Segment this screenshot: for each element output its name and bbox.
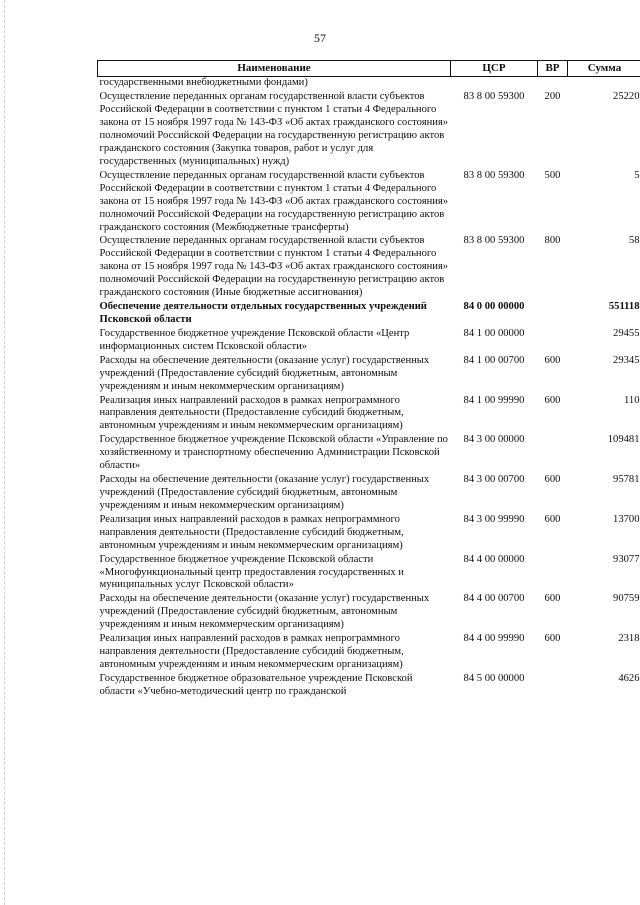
budget-table: [97, 60, 640, 700]
row-sum: 5: [634, 169, 640, 181]
table-row: [98, 328, 640, 355]
row-vr: 600: [544, 354, 561, 366]
header-csr: ЦСР: [451, 61, 538, 77]
row-csr: 84 4 00 00700: [463, 593, 525, 605]
row-sum: 95781: [613, 474, 640, 486]
row-name: Осуществление переданных органам государственной власти субъектов Российской Федерации в соответствии с пунктом 1 статьи 4 Федерального закона от 15 ноября 1997 года № 143-ФЗ «Об актах гражданского состояния» полномочий Российской Федерации на государственную регистрацию актов гражданского состояния (Межбюджетные трансферты): [99, 169, 449, 233]
table-row: [98, 593, 640, 633]
row-sum: 90759: [613, 593, 640, 605]
header-name: Наименование: [98, 61, 451, 77]
row-vr: [538, 301, 568, 328]
row-csr: 84 0 00 00000: [463, 301, 525, 313]
row-sum: 110: [624, 394, 640, 406]
row-name: Государственное бюджетное образовательное учреждение Псковской области «Учебно-методический центр по гражданской: [99, 672, 413, 697]
row-vr: 500: [544, 169, 561, 181]
row-vr: [538, 554, 568, 594]
row-sum: 551118: [608, 301, 640, 313]
row-sum: 2318: [618, 633, 640, 645]
row-csr: 84 3 00 00000: [463, 434, 525, 446]
row-name: Расходы на обеспечение деятельности (оказание услуг) государственных учреждений (Предоставление субсидий бюджетным, автономным учреждениям и иным некоммерческим организациям): [99, 474, 430, 511]
row-csr: 83 8 00 59300: [463, 235, 525, 247]
row-name: Расходы на обеспечение деятельности (оказание услуг) государственных учреждений (Предоставление субсидий бюджетным, автономным учреждениям и иным некоммерческим организациям): [99, 593, 430, 631]
table-row: [98, 633, 640, 673]
row-csr: 84 1 00 00700: [463, 354, 525, 366]
table-row: [98, 91, 640, 170]
row-sum: 13700: [613, 513, 640, 525]
row-sum: 58: [628, 235, 640, 247]
row-name: Осуществление переданных органам государственной власти субъектов Российской Федерации в соответствии с пунктом 1 статьи 4 Федерального закона от 15 ноября 1997 года № 143-ФЗ «Об актах гражданского состояния» полномочий Российской Федерации на государственную регистрацию актов гражданского состояния (Закупка товаров, работ и услуг для государственных (муниципальных) нужд): [99, 91, 449, 167]
row-name: Реализация иных направлений расходов в рамках непрограммного направления деятельности (Предоставление субсидий бюджетным, автономным учреждениям и иным некоммерческим организациям): [99, 513, 404, 551]
table-row: [98, 673, 640, 700]
row-name: Реализация иных направлений расходов в рамках непрограммного направления деятельности (Предоставление субсидий бюджетным, автономным учреждениям и иным некоммерческим организациям): [99, 633, 404, 670]
table-row: [98, 301, 640, 328]
row-csr: 83 8 00 59300: [463, 91, 525, 103]
row-sum: 93077: [613, 553, 640, 565]
row-csr: 84 3 00 00700: [463, 474, 525, 486]
row-csr: 84 4 00 00000: [463, 553, 525, 565]
row-vr: [538, 434, 568, 474]
row-vr: 800: [544, 235, 561, 247]
row-csr: 84 1 00 99990: [463, 394, 525, 406]
table-row: [98, 77, 640, 91]
row-vr: [538, 77, 568, 91]
row-csr: 84 5 00 00000: [463, 672, 525, 684]
row-vr: 600: [544, 394, 561, 406]
row-sum: [568, 77, 640, 91]
table-row: [98, 434, 640, 474]
row-name: Государственное бюджетное учреждение Псковской области «Управление по хозяйственному и транспортному обеспечению Администрации Псковской области»: [99, 434, 448, 472]
table-row: [98, 514, 640, 554]
row-name: Обеспечение деятельности отдельных государственных учреждений Псковской области: [99, 301, 427, 325]
row-vr: 600: [544, 593, 561, 605]
page-number: 57: [314, 31, 326, 45]
row-csr: 83 8 00 59300: [463, 169, 525, 181]
row-name: Реализация иных направлений расходов в рамках непрограммного направления деятельности (Предоставление субсидий бюджетным, автономным учреждениям и иным некоммерческим организациям): [99, 394, 404, 432]
table-row: [98, 235, 640, 301]
row-vr: 200: [544, 91, 561, 103]
row-csr: 84 1 00 00000: [463, 327, 525, 339]
row-sum: 109481: [607, 434, 640, 446]
row-csr: 84 4 00 99990: [463, 633, 525, 645]
row-sum: 29455: [613, 327, 640, 339]
table-row: [98, 474, 640, 514]
table-row: [98, 355, 640, 395]
row-vr: [538, 673, 568, 700]
header-sum: Сумма: [568, 61, 640, 77]
header-vr: ВР: [538, 61, 568, 77]
table-row: [98, 170, 640, 236]
row-vr: 600: [544, 513, 561, 525]
row-vr: 600: [544, 633, 561, 645]
row-sum: 29345: [613, 354, 640, 366]
row-name: Государственное бюджетное учреждение Псковской области «Многофункциональный центр предоставления государственных и муниципальных услуг Псковской области»: [99, 553, 404, 591]
table-row: [98, 395, 640, 435]
scan-edge-marks: [4, 0, 6, 905]
row-vr: [538, 328, 568, 355]
row-name: Осуществление переданных органам государственной власти субъектов Российской Федерации в соответствии с пунктом 1 статьи 4 Федерального закона от 15 ноября 1997 года № 143-ФЗ «Об актах гражданского состояния» полномочий Российской Федерации на государственную регистрацию актов гражданского состояния (Иные бюджетные ассигнования): [99, 235, 449, 299]
row-csr: 84 3 00 99990: [463, 513, 525, 525]
row-name: Расходы на обеспечение деятельности (оказание услуг) государственных учреждений (Предоставление субсидий бюджетным, автономным учреждениям и иным некоммерческим организациям): [99, 354, 430, 392]
row-vr: 600: [544, 474, 561, 486]
row-name: государственными внебюджетными фондами): [99, 77, 308, 89]
row-sum: 4626: [618, 672, 640, 684]
row-csr: [451, 77, 538, 91]
row-name: Государственное бюджетное учреждение Псковской области «Центр информационных систем Псковской области»: [99, 327, 410, 352]
row-sum: 25220: [613, 91, 640, 103]
table-row: [98, 554, 640, 594]
table-header-row: [98, 61, 640, 77]
table-body: [98, 77, 640, 700]
